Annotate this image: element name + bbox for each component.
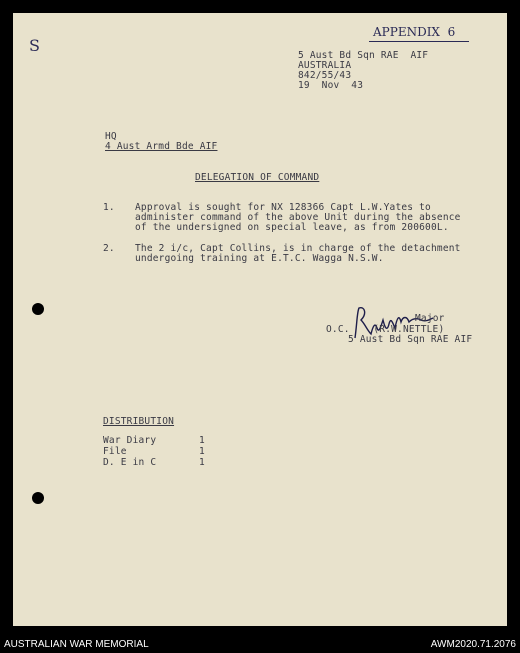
distribution-row-3-copies: 1 bbox=[199, 457, 205, 468]
signature-rank: Major bbox=[415, 313, 445, 324]
sender-line-1: 5 Aust Bd Sqn RAE AIF bbox=[298, 50, 429, 61]
sender-line-2: AUSTRALIA bbox=[298, 60, 352, 71]
distribution-row-1-copies: 1 bbox=[199, 435, 205, 446]
paragraph-1-line-3: of the undersigned on special leave, as from 200600L. bbox=[135, 222, 449, 233]
punch-hole-bottom bbox=[32, 492, 44, 504]
signature-line-3: 5 Aust Bd Sqn RAE AIF bbox=[348, 334, 473, 345]
footer-right: AWM2020.71.2076 bbox=[430, 639, 516, 650]
punch-hole-top bbox=[32, 303, 44, 315]
corner-mark: S bbox=[29, 36, 40, 55]
paragraph-2-line-1: The 2 i/c, Capt Collins, is in charge of the detachment bbox=[135, 243, 461, 254]
distribution-row-1-to: War Diary bbox=[103, 435, 157, 446]
distribution-row-3-to: D. E in C bbox=[103, 457, 157, 468]
archive-footer bbox=[0, 626, 520, 653]
paragraph-2-line-2: undergoing training at E.T.C. Wagga N.S.W. bbox=[135, 253, 384, 264]
distribution-row-2-to: File bbox=[103, 446, 127, 457]
paragraph-2-number: 2. bbox=[103, 243, 115, 254]
addressee-line-1: HQ bbox=[105, 131, 117, 142]
document-page bbox=[13, 13, 507, 626]
signature-line-2: O.C. (R.W.NETTLE) bbox=[326, 324, 445, 335]
distribution-row-2-copies: 1 bbox=[199, 446, 205, 457]
distribution-heading: DISTRIBUTION bbox=[103, 416, 175, 427]
subject-heading: DELEGATION OF COMMAND bbox=[195, 172, 320, 183]
paragraph-1-number: 1. bbox=[103, 202, 115, 213]
sender-line-3: 842/55/43 bbox=[298, 70, 352, 81]
footer-left: AUSTRALIAN WAR MEMORIAL bbox=[4, 639, 149, 650]
paragraph-1-line-1: Approval is sought for NX 128366 Capt L.W.Yates to bbox=[135, 202, 431, 213]
paragraph-1-line-2: administer command of the above Unit during the absence bbox=[135, 212, 461, 223]
sender-line-4: 19 Nov 43 bbox=[298, 80, 364, 91]
addressee-line-2: 4 Aust Armd Bde AIF bbox=[105, 141, 218, 152]
appendix-underline bbox=[369, 41, 469, 42]
appendix-label: APPENDIX 6 bbox=[373, 25, 456, 39]
